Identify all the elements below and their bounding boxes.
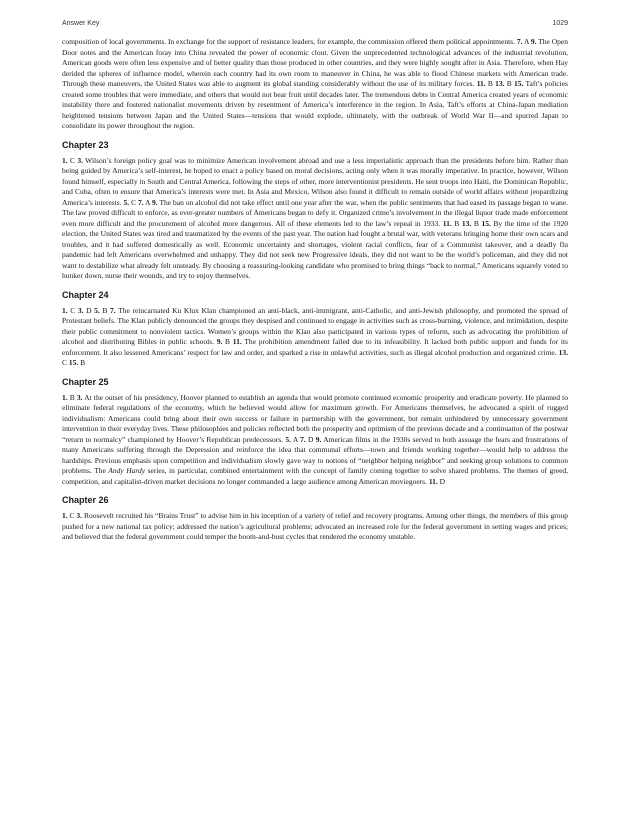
question-number: 9. [530, 37, 537, 46]
answer-paragraph [62, 393, 568, 488]
question-number: 7. [138, 197, 144, 207]
question-number: 11. [442, 218, 452, 228]
answer-text: At the outset of his presidency, Hoover planned to establish an agenda that would promote continued economic prosperity and eradicate poverty. He planned to eliminate federal regulations of the economy, which he believed would allow for maximum growth. For Americans themselves, he advocated a spirit of rugged individualism: Americans could bring about their own success or failure in partnership with the government, but remain unhindered by unnecessary government intervention in their everyday lives. These philosophies and policies reflected both the prosperity and optimism of the previous decade and a continuation of the postwar “return to normalcy” championed by Hoover’s Republican predecessors. [62, 392, 568, 444]
answer-text: By the time of the 1920 election, the United States was tired and traumatized by the events of the past year. The nation had fought a brutal war, with veterans bringing home their own scars and troubles, and it had suffered domestically as well. Economic uncertainty and shortages, violent racial conflicts, fear of a Communist takeover, and a deadly flu pandemic had left Americans overwhelmed and unhappy. They did not seek new Progressive ideals, they did not want to be the world’s policeman, and they did not want to destabilize what already felt unsteady. By choosing a reassuring-looking candidate who promised to bring things “back to normal,” Americans squarely voted to hunker down, nurse their wounds, and try to enjoy themselves. [62, 218, 569, 280]
question-number: 11. [232, 337, 242, 346]
answer-text: B [222, 337, 233, 346]
question-number: 15. [481, 218, 491, 228]
question-number: 9. [315, 434, 322, 444]
answer-text: B [471, 218, 482, 228]
question-number: 5. [285, 434, 291, 444]
answer-text: D [437, 476, 446, 486]
answer-text: C [62, 358, 69, 367]
question-number: 15. [68, 358, 79, 367]
answer-text: A [143, 197, 153, 207]
answer-text: Roosevelt recruited his “Brains Trust” to advise him in his inception of a variety of relief and recovery programs. Among other things, the members of this group pushed for a new national tax policy; addressed the nation’s agricultural problems; advocated an increased role for the federal government in setting wages and prices; and believed that the federal government could temper the boom-and-bust cycles that rendered the economy unstable. [62, 511, 568, 541]
answer-text: B [99, 305, 111, 315]
answer-text: C [67, 305, 78, 315]
question-number: 1. [62, 392, 68, 402]
answer-text: series, in particular, combined entertainment with the concept of family coming together to solve shared problems. The themes of greed, competition, and capitalist-driven market decisions no longer commanded a large audience among American moviegoers. [62, 466, 569, 486]
question-number: 5. [94, 305, 100, 315]
answer-paragraph [62, 156, 568, 282]
answer-text: The prohibition amendment failed due to its infeasibility. It lacked both public support and funds for its enforcement. It also lessened Americans’ respect for law and order, and sparked a rise in unlawful activities, such as illegal alcohol production and organized crime. [62, 337, 568, 357]
question-number: 5. [123, 197, 130, 207]
question-number: 3. [77, 155, 83, 165]
question-number: 1. [62, 305, 68, 315]
page-number: 1029 [552, 20, 568, 27]
answer-paragraph [62, 37, 568, 132]
answer-text: Taft’s policies created some troubles that were immediate, and others that would not bear fruit until decades later. The tremendous debts in Central America created years of economic instability there and fostered nationalist movements driven by resentment of America’s interference in the region. In Asia, Taft’s efforts at China-Japan mediation heightened tensions between Japan and the United States—tensions that would explode, ultimately, with the outbreak of World War II—and spurred Japan to consolidate its power throughout the region. [62, 79, 568, 130]
answer-text: B [485, 79, 496, 88]
question-number: 7. [516, 37, 523, 46]
answer-text: The reincarnated Ku Klux Klan championed an anti-black, anti-immigrant, anti-Catholic, and anti-Jewish philosophy, and promoted the spread of Protestant beliefs. The Klan publicly denounced the groups they despised and continued to engage in activities such as cross-burning, violence, and intimidation, despite their public commitment to nonviolent tactics. Women’s groups within the Klan also participated in various types of reform, such as advocating the prohibition of alcohol and distributing Bibles in public schools. [62, 305, 568, 346]
answer-text: Wilson’s foreign policy goal was to minimize American involvement abroad and use a less imperialistic approach than the presidents before him. Rather than being guided by America’s self-interest, he hoped to enact a policy based on moral decisions, acting only when it was morally imperative. In practice, however, Wilson found himself, especially in South and Central America, following the steps of other, more interventionist presidents. He sent troops into Haiti, the Dominican Republic, and Cuba, often to ensure that America’s interests were met. In Asia and Mexico, Wilson also found it difficult to remain outside of world affairs without jeopardizing America’s interests. [62, 155, 568, 207]
italic-title: Andy Hardy [108, 466, 146, 475]
answer-text: B [504, 79, 514, 88]
question-number: 15. [513, 79, 524, 88]
chapter-heading: Chapter 26 [62, 495, 109, 505]
question-number: 13. [495, 79, 505, 88]
answer-text: The ban on alcohol did not take effect until one year after the war, when the public sentiments that had eased its passage began to wane. The law proved difficult to enforce, as ever-greater numbers of Americans began to defy it. Organized crime’s involvement in the illegal liquor trade made enforcement even more difficult and the procurement of alcohol more dangerous. All of these elements led to the law’s repeal in 1933. [62, 197, 568, 228]
question-number: 1. [62, 155, 68, 165]
answer-text: C [129, 197, 138, 207]
question-number: 9. [216, 337, 223, 346]
answer-text: D [305, 434, 316, 444]
answer-text: A [522, 37, 531, 46]
answer-text: B [67, 392, 77, 402]
question-number: 11. [428, 476, 438, 486]
question-number: 3. [77, 305, 84, 315]
question-number: 3. [76, 392, 83, 402]
chapter-heading: Chapter 25 [62, 376, 109, 387]
chapter-heading: Chapter 23 [62, 139, 109, 150]
question-number: 11. [476, 79, 486, 88]
question-number: 7. [300, 434, 306, 444]
answer-text: C [67, 155, 78, 165]
question-number: 13. [558, 347, 568, 357]
answer-text: The Open Door notes and the American foray into China revealed the power of economic clout. Given the unprecedented technological advances of the industrial revolution, American goods were often less expensive and of better quality than those produced in other countries, and they were highly sought after in Asia. Therefore, when Hay derided the spheres of influence model, wherein each country had its own room to maneuver in China, he was able to flood Chinese markets with American trade. Through these maneuvers, the United States was able to augment its global standing considerably without the use of its military forces. [62, 37, 569, 88]
question-number: 3. [76, 511, 83, 520]
answer-text: A [290, 434, 301, 444]
running-header [62, 20, 568, 27]
question-number: 1. [62, 511, 68, 520]
answer-text: composition of local governments. In exchange for the support of resistance leaders, for example, the commission offered them political appointments. [62, 37, 517, 46]
chapter-heading: Chapter 24 [62, 289, 109, 300]
header-title: Answer Key [62, 20, 100, 27]
question-number: 13. [461, 218, 472, 228]
answer-text: American films in the 1930s served to both assuage the fears and frustrations of many Americans suffering through the Depression and reinforce the idea that communal efforts—town and friends working together—would help to address the hardships. Previous emphasis upon competition and individualism slowly gave way to notions of “neighbor helping neighbor” and seeking group solutions to common problems. The [62, 434, 568, 475]
answer-text: B [451, 218, 462, 228]
answer-key-content [62, 37, 568, 543]
answer-text: D [83, 305, 95, 315]
answer-text: B [78, 358, 86, 367]
answer-text: C [67, 511, 77, 520]
question-number: 7. [110, 305, 116, 315]
answer-paragraph [62, 306, 568, 369]
question-number: 9. [152, 197, 158, 207]
answer-paragraph [62, 511, 568, 543]
